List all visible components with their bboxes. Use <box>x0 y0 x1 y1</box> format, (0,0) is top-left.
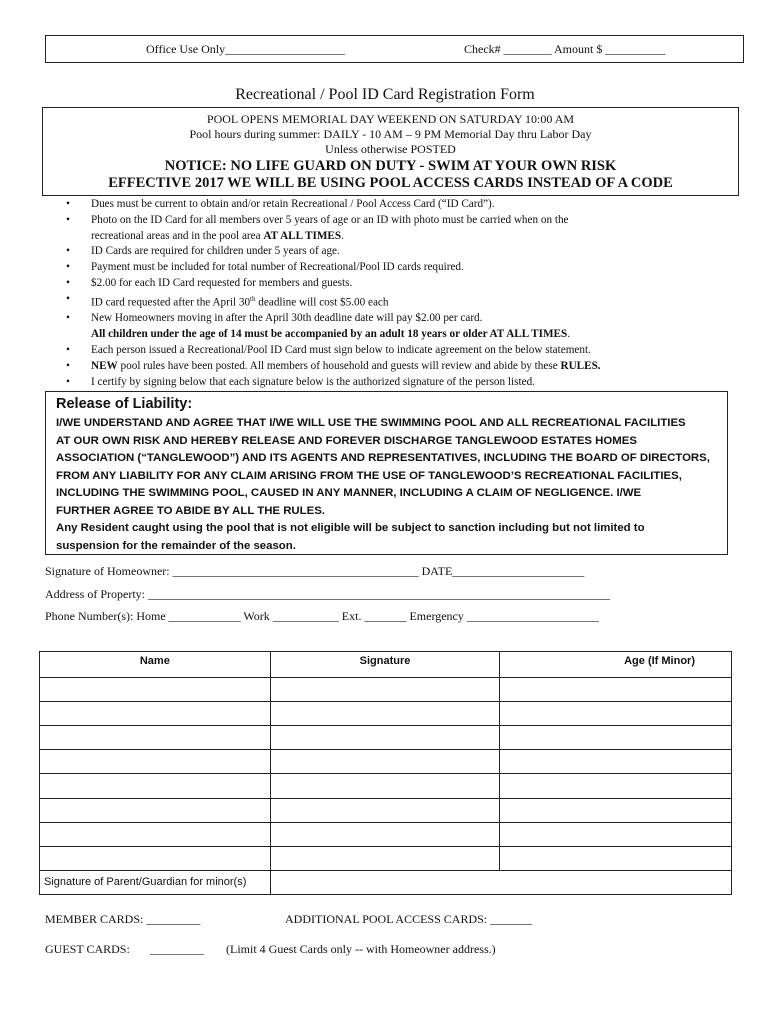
bullet-icon: • <box>66 198 70 210</box>
bullet-icon: • <box>66 213 70 226</box>
table-row <box>40 846 732 870</box>
table-row <box>40 678 732 702</box>
rule-text: ID Cards are required for children under 5 years of age. <box>91 245 340 258</box>
parent-signature-cell[interactable] <box>270 870 731 894</box>
notice-line-hours: Pool hours during summer: DAILY - 10 AM – 9 PM Memorial Day thru Labor Day <box>189 127 592 141</box>
list-item <box>64 311 744 343</box>
bullet-icon: • <box>66 343 70 356</box>
table-row <box>40 702 732 726</box>
list-item <box>64 343 744 359</box>
table-row <box>40 822 732 846</box>
table-row <box>40 726 732 750</box>
guest-cards-label: GUEST CARDS: <box>45 942 130 956</box>
name-cell[interactable] <box>40 678 271 702</box>
age-cell[interactable] <box>500 726 732 750</box>
name-cell[interactable] <box>40 822 271 846</box>
rule-text: Payment must be included for total number of Recreational/Pool ID cards required. <box>91 261 464 274</box>
release-line: suspension for the remainder of the season. <box>56 539 296 552</box>
rule-text: I certify by signing below that each signature below is the authorized signature of the person listed. <box>91 375 535 388</box>
age-cell[interactable] <box>500 798 732 822</box>
release-line: AT OUR OWN RISK AND HEREBY RELEASE AND FOREVER DISCHARGE TANGLEWOOD ESTATES HOMES <box>56 434 637 447</box>
list-item <box>64 359 744 375</box>
member-cards-field[interactable]: MEMBER CARDS: _________ <box>45 912 201 926</box>
rule-superscript: th <box>250 294 256 303</box>
parent-signature-label: Signature of Parent/Guardian for minor(s) <box>40 870 271 894</box>
pool-notice-box <box>42 107 739 196</box>
rules-list <box>64 197 744 390</box>
age-cell[interactable] <box>500 678 732 702</box>
rule-text: Each person issued a Recreational/Pool ID Card must sign below to indicate agreement on the below statement. <box>91 343 591 356</box>
list-item <box>64 244 744 260</box>
additional-cards-field[interactable]: ADDITIONAL POOL ACCESS CARDS: _______ <box>285 912 533 926</box>
table-row <box>40 774 732 798</box>
list-item <box>64 213 744 245</box>
homeowner-signature-field[interactable]: Signature of Homeowner: _________________________________________ DATE______________________ <box>45 564 585 578</box>
list-item <box>64 276 744 292</box>
list-item <box>64 197 744 213</box>
release-text <box>56 415 724 555</box>
list-item <box>64 292 744 312</box>
notice-line-lifeguard: NOTICE: NO LIFE GUARD ON DUTY - SWIM AT YOUR OWN RISK <box>164 158 617 174</box>
signature-cell[interactable] <box>270 846 500 870</box>
parent-signature-row <box>40 870 732 894</box>
bullet-icon: • <box>66 312 70 325</box>
name-cell[interactable] <box>40 798 271 822</box>
notice-line-opening: POOL OPENS MEMORIAL DAY WEEKEND ON SATURDAY 10:00 AM <box>206 112 575 126</box>
bullet-icon: • <box>66 292 70 305</box>
rule-text: . <box>341 229 344 242</box>
rule-text: recreational areas and in the pool area <box>91 229 264 242</box>
release-line: FURTHER AGREE TO ABIDE BY ALL THE RULES. <box>56 504 325 517</box>
column-header-name: Name <box>40 652 271 678</box>
guest-cards-field[interactable]: _________ <box>150 942 204 956</box>
table-row <box>40 750 732 774</box>
column-header-age: Age (If Minor) <box>500 652 732 678</box>
rule-text: . <box>567 328 571 341</box>
form-title: Recreational / Pool ID Card Registration Form <box>235 86 535 103</box>
release-line: I/WE UNDERSTAND AND AGREE THAT I/WE WILL USE THE SWIMMING POOL AND ALL RECREATIONAL FACILITIES <box>56 417 686 429</box>
notice-line-posted: Unless otherwise POSTED <box>325 142 456 156</box>
rule-emphasis: AT ALL TIMES <box>263 229 342 242</box>
property-address-field[interactable]: Address of Property: _____________________________________________________________________________ <box>45 587 610 601</box>
signature-cell[interactable] <box>270 678 500 702</box>
age-cell[interactable] <box>500 846 732 870</box>
bullet-icon: • <box>66 375 70 388</box>
release-of-liability-box <box>45 391 728 555</box>
signature-cell[interactable] <box>270 726 500 750</box>
table-row <box>40 798 732 822</box>
rule-text: deadline will cost $5.00 each <box>255 296 389 309</box>
name-cell[interactable] <box>40 774 271 798</box>
rule-text: Dues must be current to obtain and/or retain Recreational / Pool Access Card (“ID Card”). <box>91 198 495 210</box>
column-header-signature: Signature <box>270 652 500 678</box>
rule-emphasis: NEW <box>91 359 118 372</box>
check-amount-field[interactable]: Check# ________ Amount $ __________ <box>464 42 666 56</box>
name-cell[interactable] <box>40 702 271 726</box>
bullet-icon: • <box>66 276 70 289</box>
bullet-icon: • <box>66 359 70 372</box>
release-line: FROM ANY LIABILITY FOR ANY CLAIM ARISING FROM THE USE OF TANGLEWOOD’S RECREATIONAL FACILITIES, <box>56 469 682 482</box>
office-use-field[interactable]: Office Use Only____________________ <box>146 42 346 56</box>
guest-cards-note: (Limit 4 Guest Cards only -- with Homeowner address.) <box>226 942 496 956</box>
release-line: ASSOCIATION (“TANGLEWOOD”) AND ITS AGENTS AND REPRESENTATIVES, INCLUDING THE BOARD OF DIRECTORS, <box>56 452 710 464</box>
name-cell[interactable] <box>40 750 271 774</box>
age-cell[interactable] <box>500 822 732 846</box>
name-cell[interactable] <box>40 726 271 750</box>
rule-text: $2.00 for each ID Card requested for members and guests. <box>91 276 353 289</box>
phone-numbers-field[interactable]: Phone Number(s): Home ____________ Work ___________ Ext. _______ Emergency ______________________ <box>45 609 599 623</box>
signature-cell[interactable] <box>270 798 500 822</box>
bullet-icon: • <box>66 245 70 258</box>
rule-text: pool rules have been posted. All members of household and guests will review and abide by these <box>117 359 561 372</box>
signature-cell[interactable] <box>270 702 500 726</box>
signature-cell[interactable] <box>270 750 500 774</box>
name-cell[interactable] <box>40 846 271 870</box>
rule-emphasis: RULES. <box>560 359 601 372</box>
bullet-icon: • <box>66 261 70 274</box>
members-table <box>39 651 732 895</box>
notice-line-access-cards: EFFECTIVE 2017 WE WILL BE USING POOL ACCESS CARDS INSTEAD OF A CODE <box>108 175 673 191</box>
rule-emphasis: All children under the age of 14 must be accompanied by an adult 18 years or older AT ALL TIMES <box>91 328 568 341</box>
release-line: Any Resident caught using the pool that is not eligible will be subject to sanction including but not limited to <box>56 522 645 534</box>
office-use-box <box>45 35 744 63</box>
age-cell[interactable] <box>500 750 732 774</box>
signature-cell[interactable] <box>270 774 500 798</box>
signature-cell[interactable] <box>270 822 500 846</box>
rule-text: New Homeowners moving in after the April 30th deadline date will pay $2.00 per card. <box>91 312 483 325</box>
age-cell[interactable] <box>500 702 732 726</box>
release-line: INCLUDING THE SWIMMING POOL, CAUSED IN ANY MANNER, INCLUDING A CLAIM OF NEGLIGENCE. I/WE <box>56 487 642 499</box>
age-cell[interactable] <box>500 774 732 798</box>
rule-text: Photo on the ID Card for all members over 5 years of age or an ID with photo must be carried when on the <box>91 213 569 226</box>
list-item <box>64 375 744 391</box>
rule-text: ID card requested after the April 30 <box>91 296 251 309</box>
list-item <box>64 260 744 276</box>
release-title: Release of Liability: <box>56 396 193 412</box>
table-header-row <box>40 652 732 678</box>
